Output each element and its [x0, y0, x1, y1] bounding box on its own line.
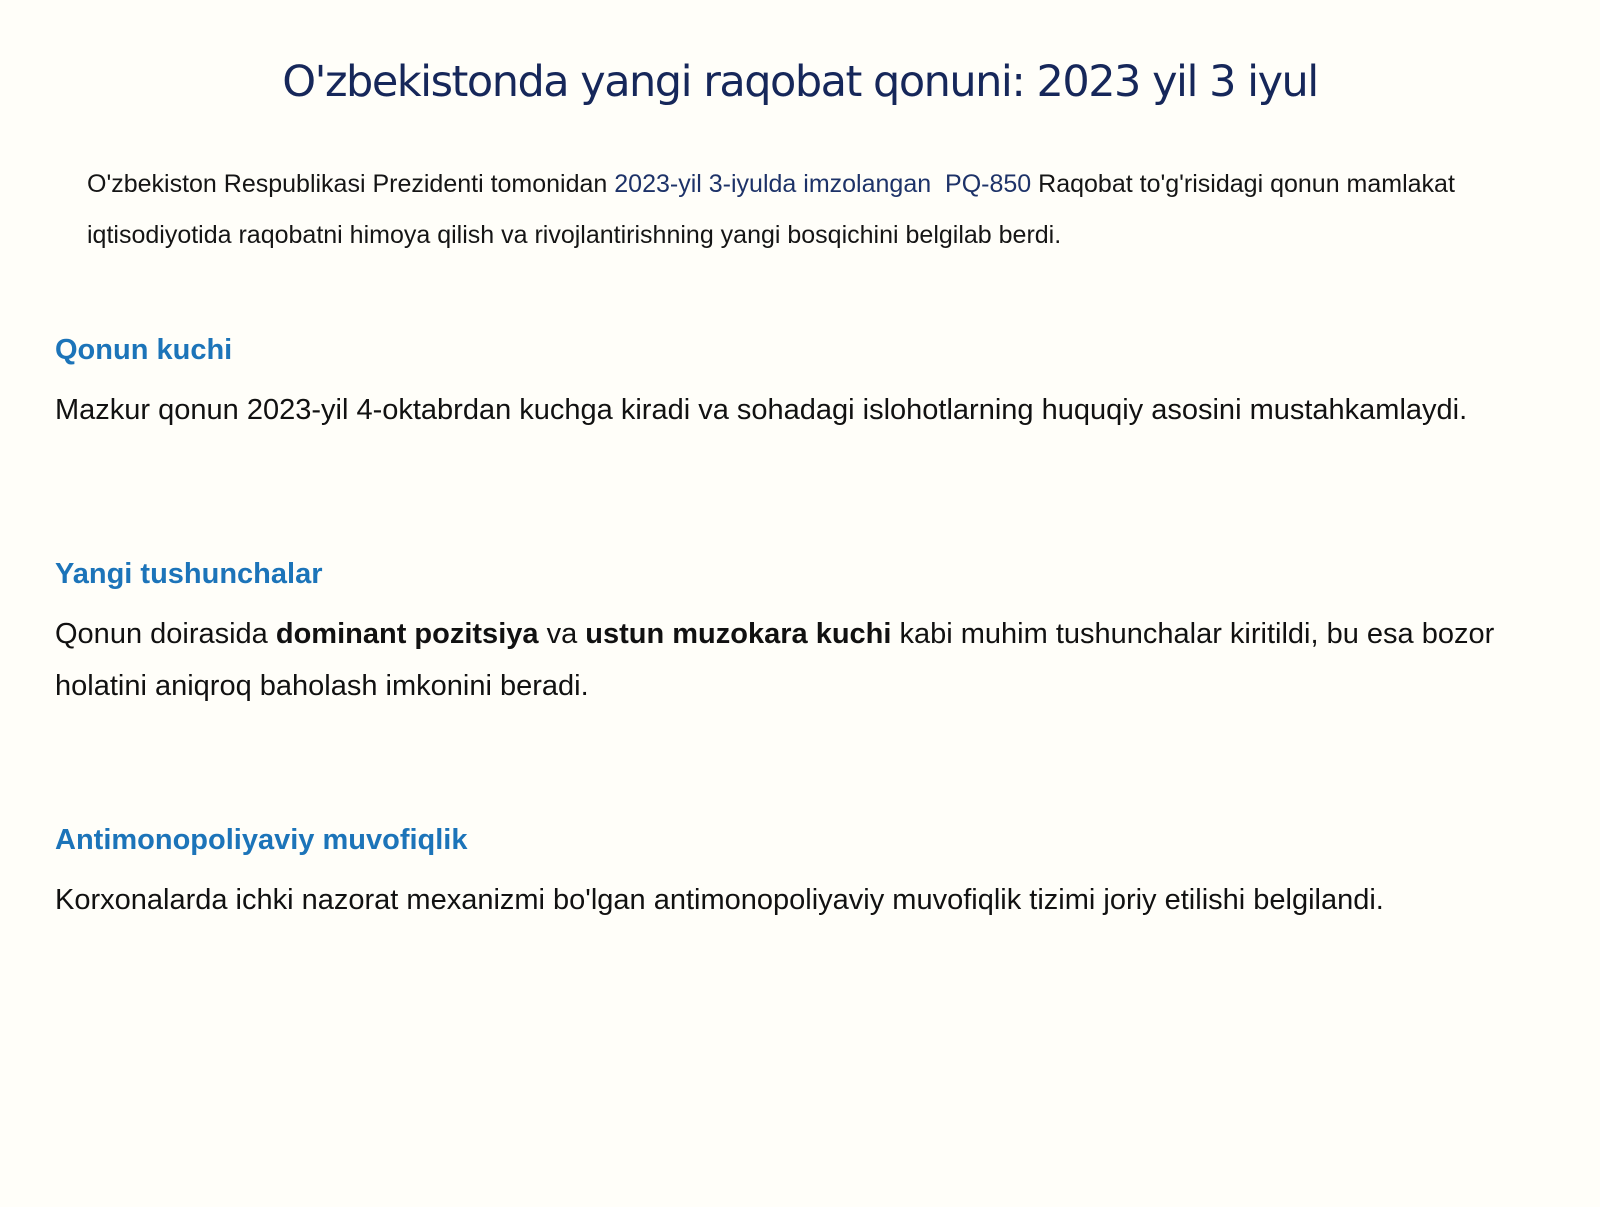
section-body-yangi-tushunchalar [55, 608, 1535, 712]
section-body-text: va [538, 618, 586, 650]
intro-paragraph [87, 159, 1537, 261]
intro-text: O'zbekiston Respublikasi Prezidenti tomonidan [87, 170, 615, 198]
term-ustun-muzokara-kuchi: ustun muzokara kuchi [585, 618, 892, 650]
section-body-text: Qonun doirasida [55, 618, 276, 650]
intro-decree: PQ-850 [945, 170, 1032, 198]
section-body-antimonopoliyaviy-muvofiqlik: Korxonalarda ichki nazorat mexanizmi bo'lgan antimonopoliyaviy muvofiqlik tizimi joriy etilishi belgilandi. [55, 884, 1384, 916]
section-heading-qonun-kuchi: Qonun kuchi [55, 334, 233, 366]
section-heading-yangi-tushunchalar: Yangi tushunchalar [55, 558, 323, 590]
term-dominant-pozitsiya: dominant pozitsiya [275, 618, 539, 650]
section-heading-antimonopoliyaviy-muvofiqlik: Antimonopoliyaviy muvofiqlik [55, 824, 468, 856]
section-body-text: kabi muhim tushunchalar kiritildi, bu esa bozor holatini aniqroq baholash imkonini beradi. [55, 618, 1495, 702]
intro-spacer [931, 170, 945, 198]
page-title: O'zbekistonda yangi raqobat qonuni: 2023 yil 3 iyul [282, 57, 1318, 107]
intro-text-end: Raqobat to'g'risidagi qonun mamlakat iqtisodiyotida raqobatni himoya qilish va rivojlantirishning yangi bosqichini belgilab berdi. [87, 170, 1455, 249]
intro-date: 2023-yil 3-iyulda imzolangan [614, 170, 932, 198]
section-body-qonun-kuchi: Mazkur qonun 2023-yil 4-oktabrdan kuchga kiradi va sohadagi islohotlarning huquqiy asosini mustahkamlaydi. [55, 394, 1468, 426]
